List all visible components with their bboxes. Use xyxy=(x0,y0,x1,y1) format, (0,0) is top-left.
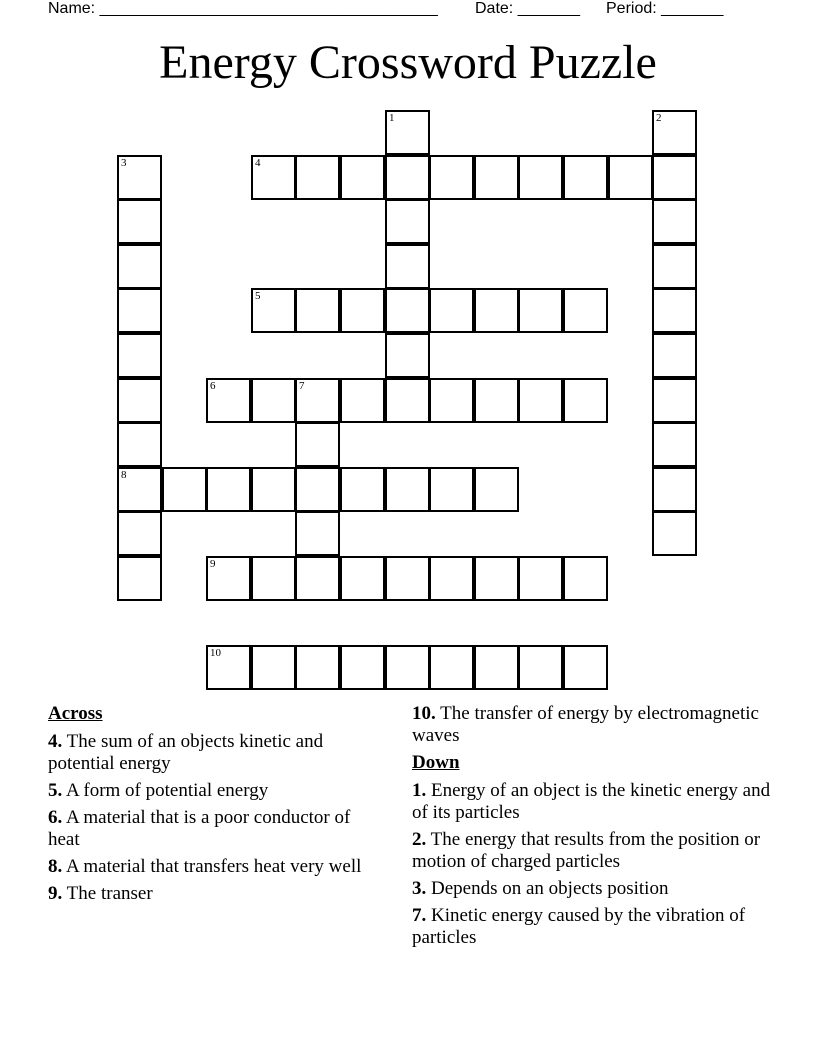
clue-text: The transer xyxy=(66,883,153,904)
crossword-cell[interactable] xyxy=(385,244,430,289)
clue-number-label: 5 xyxy=(255,290,261,302)
crossword-cell[interactable] xyxy=(295,288,340,333)
crossword-cell[interactable] xyxy=(117,244,162,289)
crossword-cell[interactable] xyxy=(385,556,430,601)
crossword-cell[interactable] xyxy=(474,645,519,690)
crossword-cell[interactable] xyxy=(429,155,474,200)
crossword-cell[interactable] xyxy=(563,288,608,333)
crossword-cell[interactable] xyxy=(652,378,697,423)
crossword-cell[interactable] xyxy=(429,645,474,690)
crossword-cell[interactable] xyxy=(385,645,430,690)
crossword-cell[interactable] xyxy=(652,199,697,244)
crossword-cell[interactable] xyxy=(251,467,296,512)
clue-number-label: 1 xyxy=(389,112,395,124)
crossword-cell[interactable] xyxy=(652,110,697,155)
clue-number-label: 6 xyxy=(210,380,216,392)
crossword-cell[interactable] xyxy=(385,199,430,244)
clue-number-label: 2 xyxy=(656,112,662,124)
crossword-cell[interactable] xyxy=(385,467,430,512)
crossword-cell[interactable] xyxy=(117,467,162,512)
down-clue xyxy=(412,905,772,949)
crossword-cell[interactable] xyxy=(429,288,474,333)
clue-number: 9. xyxy=(48,883,63,904)
crossword-cell[interactable] xyxy=(340,155,385,200)
crossword-cell[interactable] xyxy=(518,288,563,333)
crossword-cell[interactable] xyxy=(518,378,563,423)
crossword-cell[interactable] xyxy=(518,556,563,601)
clue-number: 7. xyxy=(412,905,427,926)
crossword-cell[interactable] xyxy=(117,511,162,556)
crossword-cell[interactable] xyxy=(563,556,608,601)
crossword-cell[interactable] xyxy=(385,155,430,200)
clue-number: 8. xyxy=(48,856,63,877)
crossword-cell[interactable] xyxy=(340,645,385,690)
crossword-cell[interactable] xyxy=(117,378,162,423)
crossword-cell[interactable] xyxy=(385,110,430,155)
clue-text: The transfer of energy by electromagnetic waves xyxy=(412,703,759,746)
crossword-cell[interactable] xyxy=(652,288,697,333)
crossword-cell[interactable] xyxy=(652,511,697,556)
clue-number-label: 7 xyxy=(299,380,305,392)
name-field[interactable]: Name: ______________________________________ xyxy=(48,0,438,17)
across-clue xyxy=(48,731,368,775)
clue-number: 5. xyxy=(48,780,63,801)
crossword-cell[interactable] xyxy=(251,556,296,601)
crossword-cell[interactable] xyxy=(474,155,519,200)
crossword-cell[interactable] xyxy=(474,288,519,333)
down-clue xyxy=(412,829,772,873)
crossword-cell[interactable] xyxy=(340,378,385,423)
crossword-cell[interactable] xyxy=(206,645,251,690)
clue-number-label: 4 xyxy=(255,157,261,169)
clue-number-label: 8 xyxy=(121,469,127,481)
clue-text: The energy that results from the position or motion of charged particles xyxy=(412,829,761,872)
across-heading: Across xyxy=(48,703,103,724)
crossword-cell[interactable] xyxy=(608,155,653,200)
crossword-cell[interactable] xyxy=(474,378,519,423)
clue-number: 2. xyxy=(412,829,427,850)
page-title: Energy Crossword Puzzle xyxy=(159,36,657,89)
clue-text: Depends on an objects position xyxy=(431,878,669,899)
crossword-cell[interactable] xyxy=(162,467,207,512)
crossword-cell[interactable] xyxy=(474,556,519,601)
crossword-cell[interactable] xyxy=(385,378,430,423)
crossword-cell[interactable] xyxy=(295,422,340,467)
clue-number-label: 9 xyxy=(210,558,216,570)
clue-number: 4. xyxy=(48,731,63,752)
clue-text: A material that transfers heat very well xyxy=(65,856,362,877)
crossword-cell[interactable] xyxy=(563,155,608,200)
crossword-cell[interactable] xyxy=(117,155,162,200)
crossword-cell[interactable] xyxy=(429,556,474,601)
clue-number: 10. xyxy=(412,703,436,724)
crossword-cell[interactable] xyxy=(251,288,296,333)
crossword-cell[interactable] xyxy=(117,288,162,333)
crossword-cell[interactable] xyxy=(340,467,385,512)
period-field[interactable]: Period: _______ xyxy=(606,0,724,17)
crossword-cell[interactable] xyxy=(340,288,385,333)
crossword-cell[interactable] xyxy=(429,467,474,512)
clue-text: Energy of an object is the kinetic energy and of its particles xyxy=(412,780,771,823)
crossword-cell[interactable] xyxy=(117,199,162,244)
clue-number-label: 10 xyxy=(210,647,221,659)
crossword-cell[interactable] xyxy=(652,467,697,512)
down-heading: Down xyxy=(412,752,460,773)
crossword-cell[interactable] xyxy=(385,333,430,378)
crossword-cell[interactable] xyxy=(518,645,563,690)
crossword-cell[interactable] xyxy=(117,556,162,601)
crossword-cell[interactable] xyxy=(117,422,162,467)
clue-number-label: 3 xyxy=(121,157,127,169)
across-clue xyxy=(412,703,772,747)
crossword-cell[interactable] xyxy=(340,556,385,601)
crossword-cell[interactable] xyxy=(652,333,697,378)
crossword-cell[interactable] xyxy=(652,155,697,200)
clue-number: 3. xyxy=(412,878,427,899)
crossword-cell[interactable] xyxy=(206,467,251,512)
crossword-cell[interactable] xyxy=(206,556,251,601)
crossword-cell[interactable] xyxy=(295,645,340,690)
across-clue xyxy=(48,856,368,878)
crossword-cell[interactable] xyxy=(652,244,697,289)
across-clue xyxy=(48,883,368,905)
crossword-cell[interactable] xyxy=(652,422,697,467)
down-clue xyxy=(412,878,772,900)
crossword-cell[interactable] xyxy=(251,155,296,200)
across-clue xyxy=(48,807,368,851)
clue-text: The sum of an objects kinetic and potential energy xyxy=(48,731,324,774)
crossword-cell[interactable] xyxy=(295,467,340,512)
crossword-cell[interactable] xyxy=(295,556,340,601)
clues-left-column xyxy=(48,703,368,910)
clue-number: 1. xyxy=(412,780,427,801)
clues-right-column xyxy=(412,703,772,954)
crossword-cell[interactable] xyxy=(251,378,296,423)
crossword-cell[interactable] xyxy=(295,378,340,423)
clue-text: A form of potential energy xyxy=(65,780,269,801)
down-clue xyxy=(412,780,772,824)
crossword-cell[interactable] xyxy=(295,511,340,556)
crossword-cell[interactable] xyxy=(563,645,608,690)
crossword-cell[interactable] xyxy=(117,333,162,378)
clue-text: Kinetic energy caused by the vibration of particles xyxy=(412,905,746,948)
crossword-cell[interactable] xyxy=(563,378,608,423)
clue-text: A material that is a poor conductor of heat xyxy=(48,807,351,850)
crossword-cell[interactable] xyxy=(206,378,251,423)
crossword-cell[interactable] xyxy=(251,645,296,690)
crossword-cell[interactable] xyxy=(474,467,519,512)
crossword-cell[interactable] xyxy=(295,155,340,200)
date-field[interactable]: Date: _______ xyxy=(475,0,580,17)
across-clue xyxy=(48,780,368,802)
crossword-cell[interactable] xyxy=(429,378,474,423)
crossword-cell[interactable] xyxy=(518,155,563,200)
crossword-cell[interactable] xyxy=(385,288,430,333)
clue-number: 6. xyxy=(48,807,63,828)
